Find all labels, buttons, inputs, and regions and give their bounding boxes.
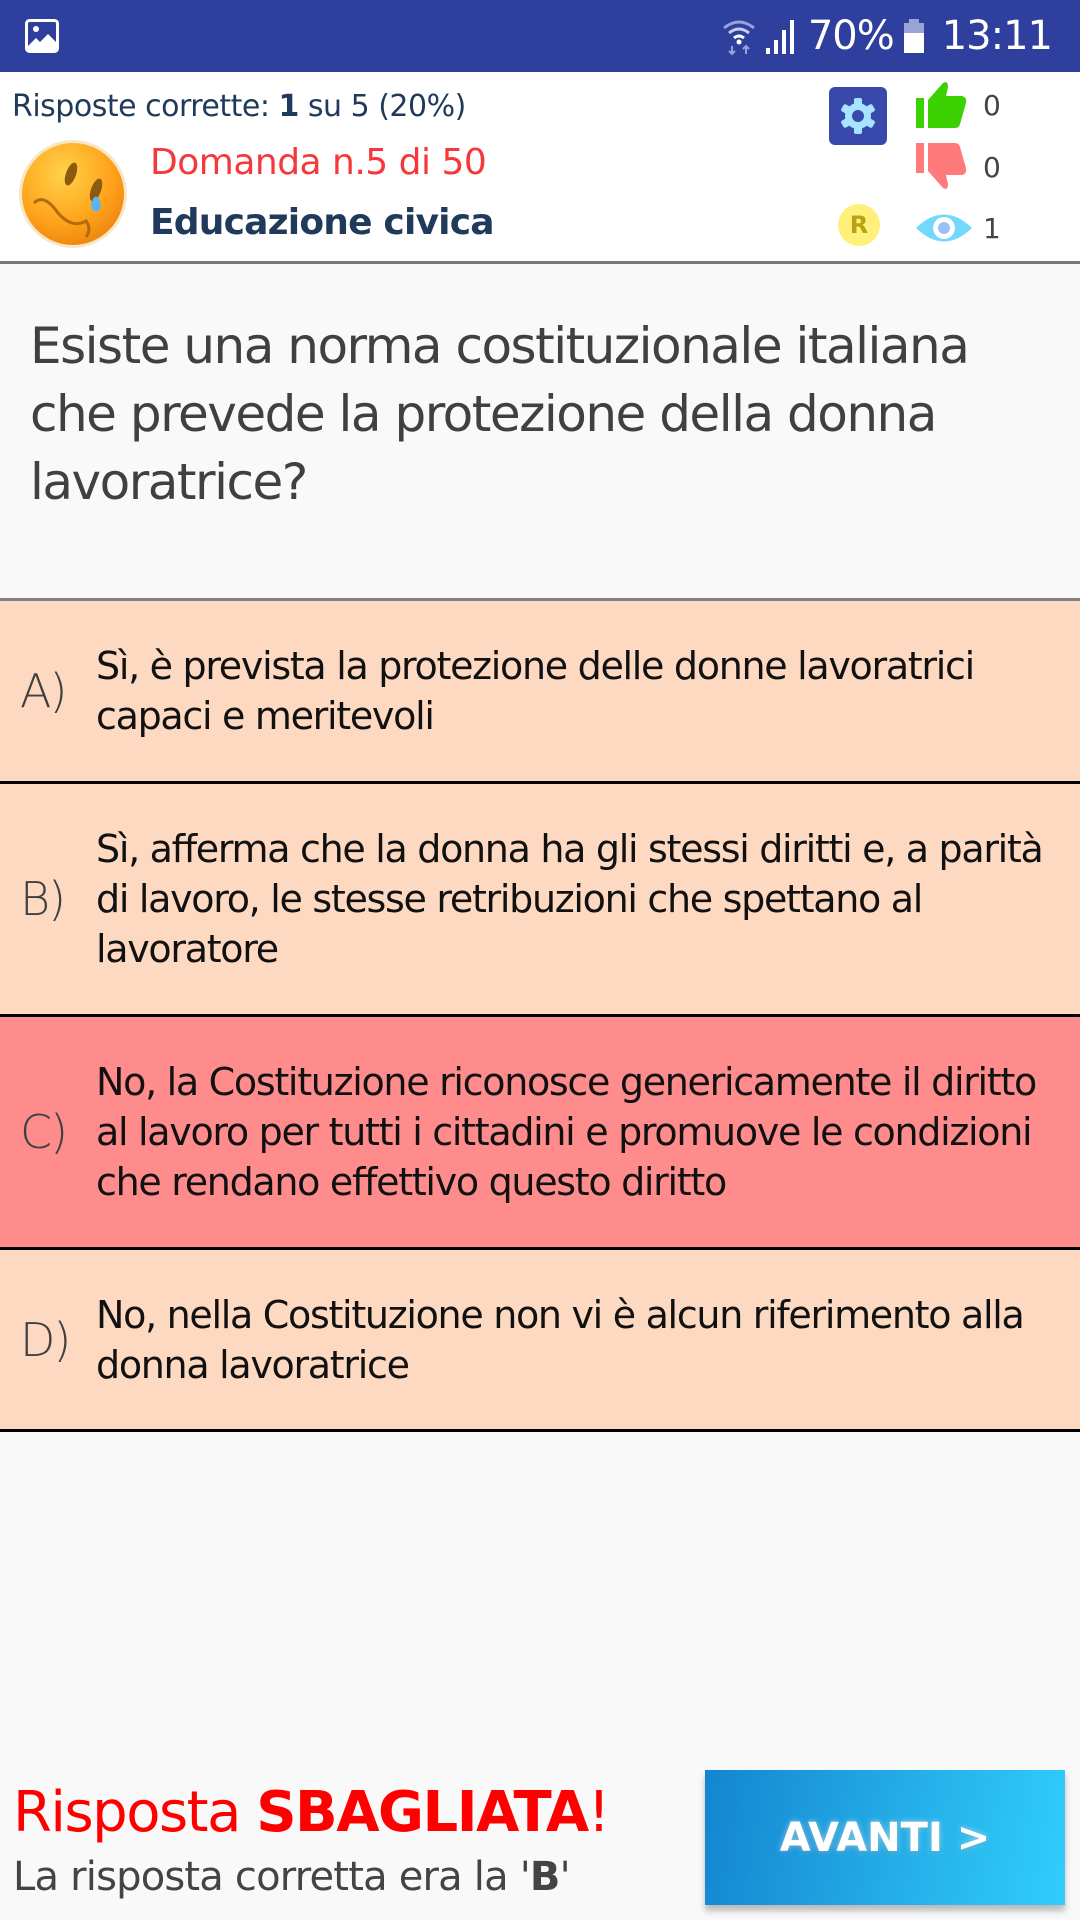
question-panel [0, 264, 1080, 601]
signal-icon [764, 16, 800, 56]
option-text: Sì, afferma che la donna ha gli stessi diritti e, a parità di lavoro, le stesse retribuzioni che spettano al lavoratore [96, 827, 1043, 971]
option-letter: C) [20, 1105, 67, 1159]
wifi-icon [722, 16, 756, 56]
gear-icon [838, 96, 878, 136]
dislikes-count: 0 [983, 150, 1001, 184]
likes-stat[interactable] [915, 80, 1045, 130]
answer-option-c[interactable] [0, 1017, 1080, 1250]
score-correct-count: 1 [278, 89, 299, 124]
quiz-header [0, 72, 1080, 264]
question-number: Domanda n.5 di 50 [150, 142, 487, 183]
option-letter: B) [20, 872, 65, 926]
score-summary: Risposte corrette: 1 su 5 (20%) [12, 89, 466, 124]
eye-icon [915, 209, 973, 247]
question-category: Educazione civica [150, 202, 494, 243]
battery-percent: 70% [807, 13, 894, 59]
views-stat [915, 203, 1045, 253]
answer-option-a[interactable] [0, 601, 1080, 784]
answer-option-b[interactable] [0, 784, 1080, 1017]
result-verdict: SBAGLIATA [256, 1780, 588, 1845]
option-letter: D) [20, 1312, 70, 1367]
thumbs-up-icon [915, 80, 967, 130]
battery-icon [902, 16, 926, 56]
option-text: No, la Costituzione riconosce genericamente il diritto al lavoro per tutti i cittadini e promuove le condizioni che rendano effettivo questo diritto [96, 1060, 1036, 1204]
status-bar [0, 0, 1080, 72]
thumbs-down-icon [915, 141, 967, 193]
result-title: Risposta SBAGLIATA! [13, 1780, 609, 1845]
clock: 13:11 [941, 13, 1052, 59]
correct-answer-note: La risposta corretta era la 'B' [13, 1854, 570, 1900]
crying-face-icon [16, 137, 130, 251]
likes-count: 0 [983, 88, 1001, 122]
dislikes-stat[interactable] [915, 142, 1045, 192]
answer-option-d[interactable] [0, 1250, 1080, 1432]
gallery-icon [25, 19, 59, 53]
review-badge[interactable]: R [838, 204, 880, 246]
correct-answer-letter: B [529, 1854, 560, 1900]
settings-button[interactable] [829, 87, 887, 145]
option-text: No, nella Costituzione non vi è alcun riferimento alla donna lavoratrice [96, 1292, 1024, 1387]
option-letter: A) [20, 664, 66, 718]
option-text: Sì, è prevista la protezione delle donne lavoratrici capaci e meritevoli [96, 644, 974, 738]
question-text: Esiste una norma costituzionale italiana che prevede la protezione della donna lavoratrice? [30, 317, 969, 511]
views-count: 1 [983, 211, 1001, 245]
next-button[interactable]: AVANTI > [705, 1770, 1065, 1905]
